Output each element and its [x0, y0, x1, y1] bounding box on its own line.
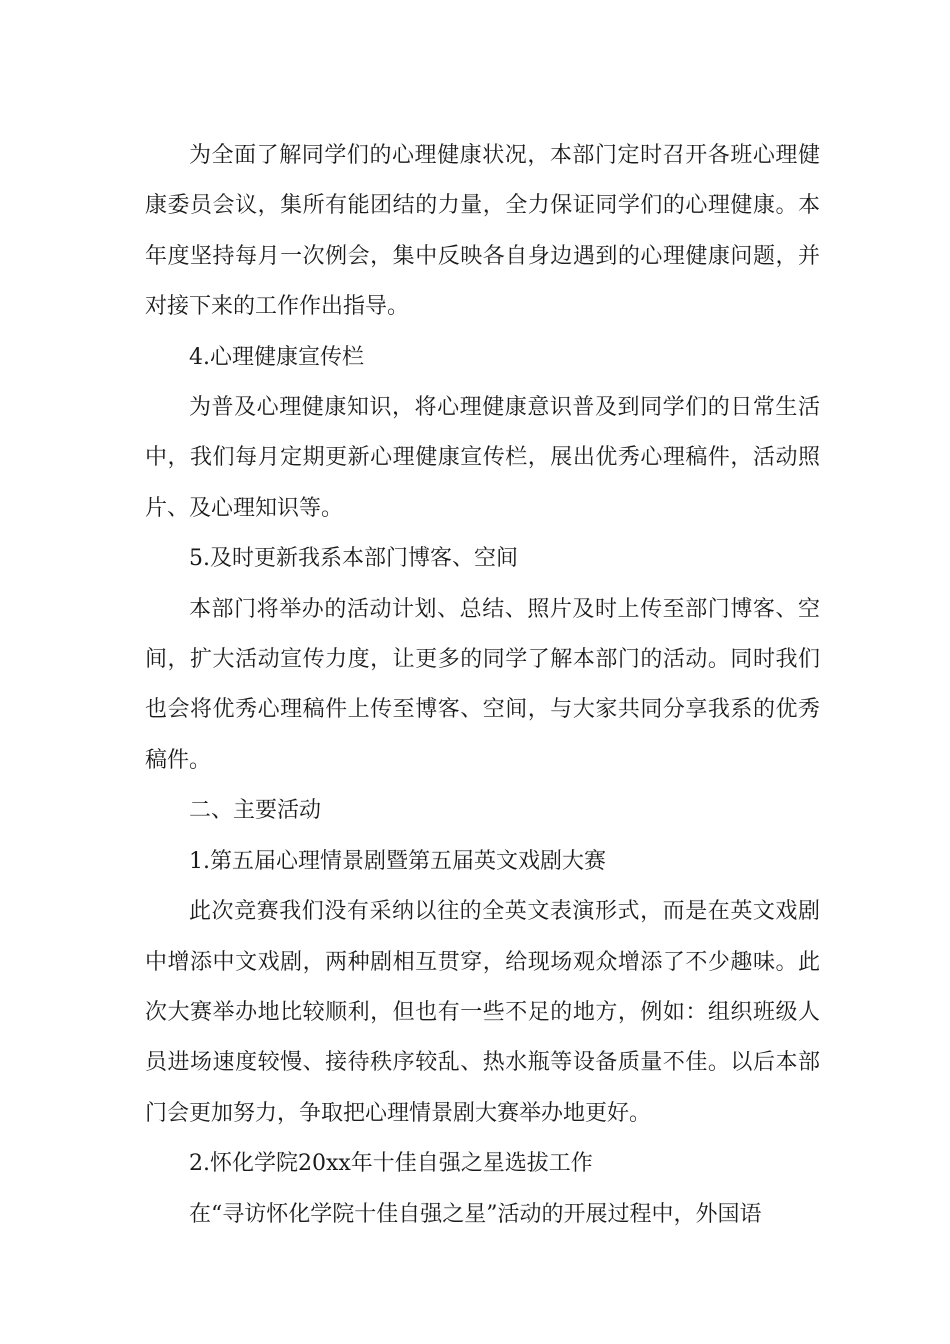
heading-blog-update: 5.及时更新我系本部门博客、空间 [189, 546, 518, 572]
paragraph-self-reliance-star: 在“寻访怀化学院十佳自强之星”活动的开展过程中，外国语 [189, 1201, 762, 1227]
heading-self-reliance-star: 2.怀化学院20xx年十佳自强之星选拔工作 [189, 1151, 593, 1177]
paragraph-counselor-meeting: 为全面了解同学们的心理健康状况，本部门定时召开各班心理健康委员会议，集所有能团结的力量，全力保证同学们的心理健康。本年度坚持每月一次例会，集中反映各自身边遇到的心理健康问题，并对接下来的工作作出指导。 [145, 143, 820, 320]
heading-drama-contest: 1.第五届心理情景剧暨第五届英文戏剧大赛 [189, 848, 606, 874]
paragraph-blog-update: 本部门将举办的活动计划、总结、照片及时上传至部门博客、空间，扩大活动宣传力度，让更多的同学了解本部门的活动。同时我们也会将优秀心理稿件上传至博客、空间，与大家共同分享我系的优秀稿件。 [145, 596, 820, 773]
paragraph-drama-contest: 此次竞赛我们没有采纳以往的全英文表演形式，而是在英文戏剧中增添中文戏剧，两种剧相互贯穿，给现场观众增添了不少趣味。此次大赛举办地比较顺利，但也有一些不足的地方，例如：组织班级人员进场速度较慢、接待秩序较乱、热水瓶等设备质量不佳。以后本部门会更加努力，争取把心理情景剧大赛举办地更好。 [145, 899, 820, 1126]
heading-main-activities: 二、主要活动 [189, 798, 322, 824]
document-body [145, 131, 820, 1240]
heading-bulletin-board: 4.心理健康宣传栏 [189, 344, 364, 370]
paragraph-bulletin-board: 为普及心理健康知识，将心理健康意识普及到同学们的日常生活中，我们每月定期更新心理健康宣传栏，展出优秀心理稿件，活动照片、及心理知识等。 [145, 395, 820, 521]
